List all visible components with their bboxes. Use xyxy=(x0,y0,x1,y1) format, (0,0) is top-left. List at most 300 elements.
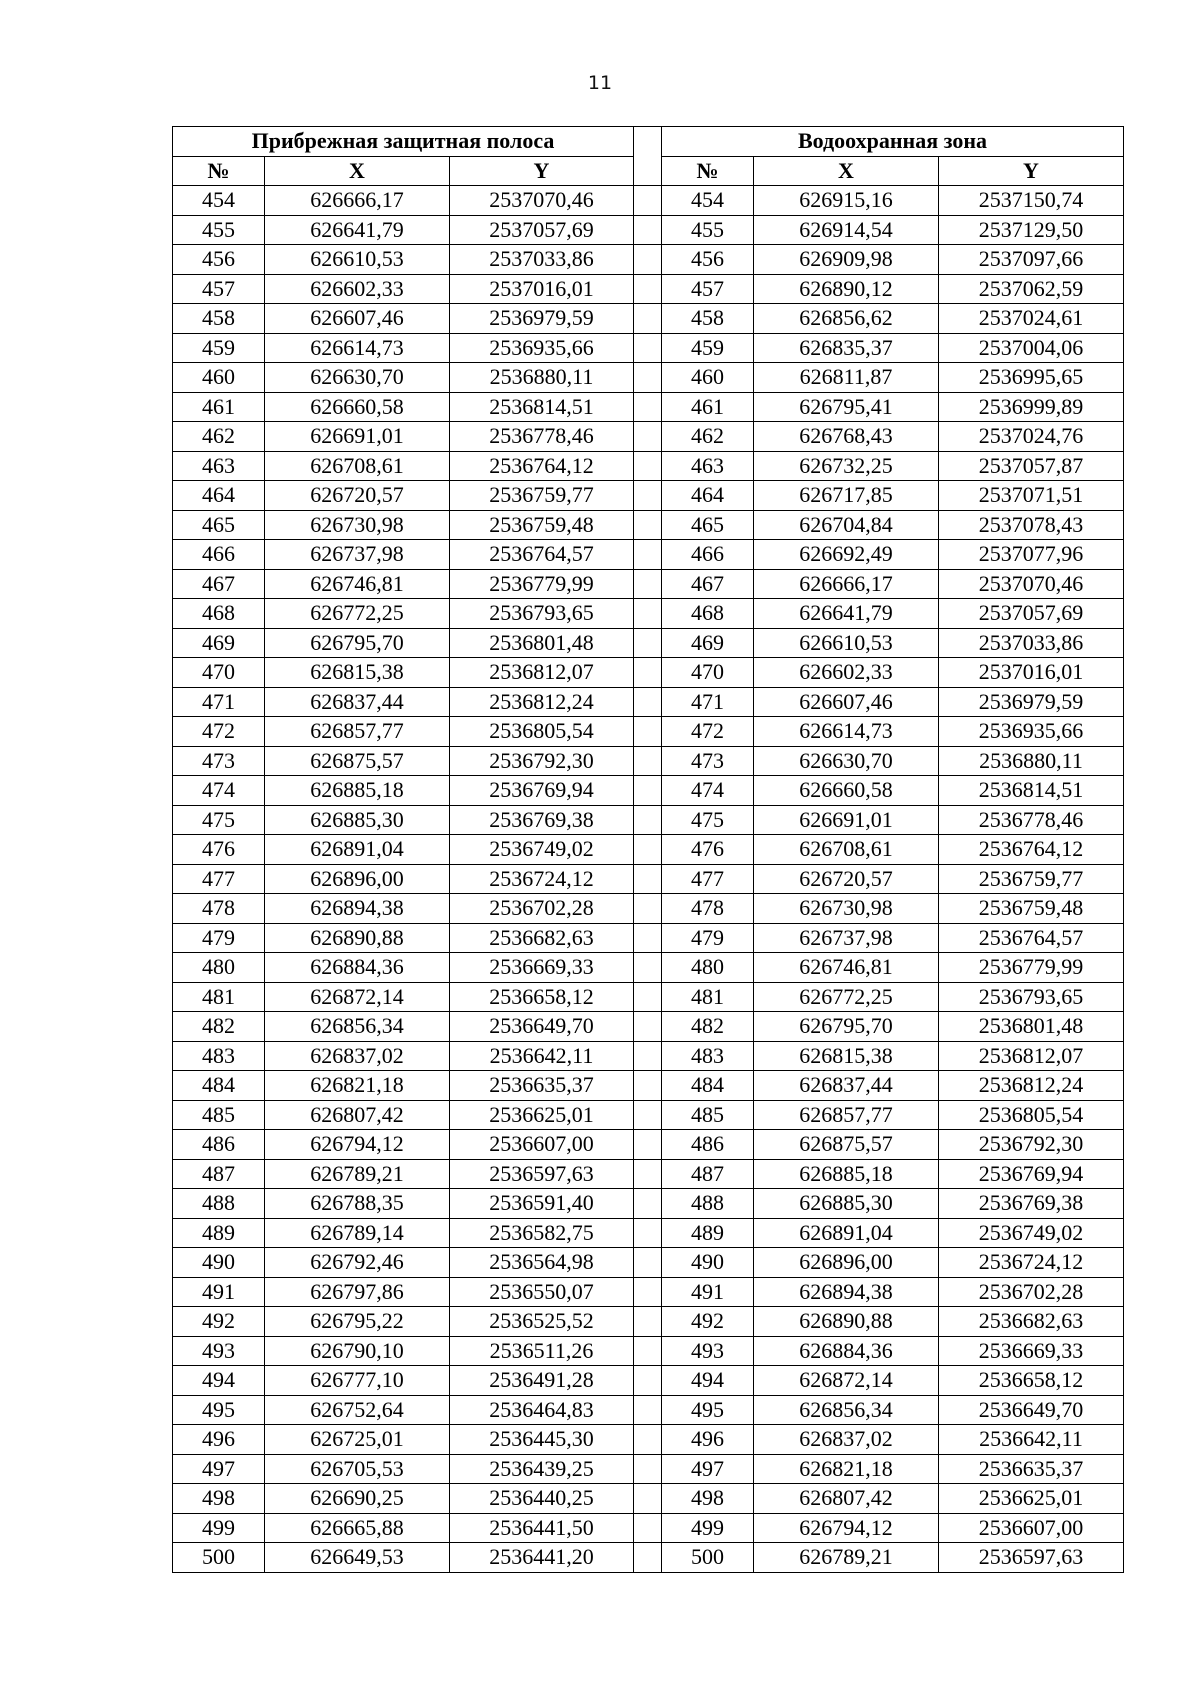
left-point-number: 464 xyxy=(173,481,265,511)
left-point-number: 485 xyxy=(173,1100,265,1130)
left-y-value: 2536769,38 xyxy=(450,805,634,835)
column-spacer-cell xyxy=(634,717,662,747)
table-row xyxy=(173,569,1124,599)
left-x-value: 626885,30 xyxy=(265,805,450,835)
left-point-number: 474 xyxy=(173,776,265,806)
left-point-number: 454 xyxy=(173,186,265,216)
left-y-value: 2536880,11 xyxy=(450,363,634,393)
left-x-value: 626665,88 xyxy=(265,1513,450,1543)
left-point-number: 488 xyxy=(173,1189,265,1219)
right-y-value: 2536682,63 xyxy=(939,1307,1124,1337)
table-row xyxy=(173,451,1124,481)
column-spacer-cell xyxy=(634,1071,662,1101)
column-spacer-cell xyxy=(634,1012,662,1042)
right-x-value: 626660,58 xyxy=(754,776,939,806)
column-spacer-cell xyxy=(634,1041,662,1071)
right-y-value: 2536642,11 xyxy=(939,1425,1124,1455)
column-spacer-cell xyxy=(634,451,662,481)
right-y-value: 2536769,94 xyxy=(939,1159,1124,1189)
right-x-value: 626872,14 xyxy=(754,1366,939,1396)
left-y-value: 2537016,01 xyxy=(450,274,634,304)
column-spacer-cell xyxy=(634,1189,662,1219)
right-y-value: 2537057,69 xyxy=(939,599,1124,629)
right-y-value: 2537016,01 xyxy=(939,658,1124,688)
right-x-header: X xyxy=(754,156,939,186)
left-x-value: 626872,14 xyxy=(265,982,450,1012)
table-row xyxy=(173,599,1124,629)
table-row xyxy=(173,363,1124,393)
right-point-number: 479 xyxy=(662,923,754,953)
right-point-number: 476 xyxy=(662,835,754,865)
right-y-value: 2536702,28 xyxy=(939,1277,1124,1307)
right-point-number: 481 xyxy=(662,982,754,1012)
left-y-value: 2536597,63 xyxy=(450,1159,634,1189)
table-row xyxy=(173,1248,1124,1278)
left-y-value: 2536801,48 xyxy=(450,628,634,658)
column-spacer-cell xyxy=(634,923,662,953)
column-spacer-cell xyxy=(634,805,662,835)
right-y-value: 2536649,70 xyxy=(939,1395,1124,1425)
right-point-number: 462 xyxy=(662,422,754,452)
column-spacer-cell xyxy=(634,304,662,334)
left-y-value: 2536749,02 xyxy=(450,835,634,865)
right-x-value: 626666,17 xyxy=(754,569,939,599)
column-spacer-cell xyxy=(634,1395,662,1425)
right-x-value: 626789,21 xyxy=(754,1543,939,1573)
left-x-value: 626790,10 xyxy=(265,1336,450,1366)
left-point-number: 469 xyxy=(173,628,265,658)
column-spacer-cell xyxy=(634,481,662,511)
right-x-value: 626875,57 xyxy=(754,1130,939,1160)
left-x-value: 626720,57 xyxy=(265,481,450,511)
right-x-value: 626630,70 xyxy=(754,746,939,776)
left-x-value: 626890,88 xyxy=(265,923,450,953)
right-x-value: 626856,62 xyxy=(754,304,939,334)
left-y-value: 2536649,70 xyxy=(450,1012,634,1042)
left-y-value: 2536724,12 xyxy=(450,864,634,894)
right-point-number: 484 xyxy=(662,1071,754,1101)
left-x-value: 626837,44 xyxy=(265,687,450,717)
left-point-number: 496 xyxy=(173,1425,265,1455)
right-x-value: 626737,98 xyxy=(754,923,939,953)
column-spacer-cell xyxy=(634,215,662,245)
left-x-value: 626891,04 xyxy=(265,835,450,865)
table-row xyxy=(173,215,1124,245)
table-row xyxy=(173,1130,1124,1160)
table-row xyxy=(173,864,1124,894)
table-row xyxy=(173,1159,1124,1189)
left-y-value: 2536564,98 xyxy=(450,1248,634,1278)
left-point-number: 487 xyxy=(173,1159,265,1189)
column-spacer-cell xyxy=(634,1366,662,1396)
column-spacer-cell xyxy=(634,835,662,865)
table-row xyxy=(173,687,1124,717)
right-y-value: 2536979,59 xyxy=(939,687,1124,717)
left-y-value: 2536642,11 xyxy=(450,1041,634,1071)
left-x-value: 626857,77 xyxy=(265,717,450,747)
left-x-value: 626660,58 xyxy=(265,392,450,422)
column-spacer-cell xyxy=(634,1454,662,1484)
left-point-number: 490 xyxy=(173,1248,265,1278)
right-point-number: 496 xyxy=(662,1425,754,1455)
left-y-header: Y xyxy=(450,156,634,186)
right-y-value: 2536812,07 xyxy=(939,1041,1124,1071)
left-x-value: 626789,21 xyxy=(265,1159,450,1189)
right-point-number: 454 xyxy=(662,186,754,216)
right-point-number: 455 xyxy=(662,215,754,245)
right-x-value: 626691,01 xyxy=(754,805,939,835)
column-spacer-cell xyxy=(634,1159,662,1189)
right-point-number: 483 xyxy=(662,1041,754,1071)
right-y-value: 2537062,59 xyxy=(939,274,1124,304)
column-spacer-cell xyxy=(634,245,662,275)
right-point-number: 485 xyxy=(662,1100,754,1130)
left-y-value: 2536445,30 xyxy=(450,1425,634,1455)
right-number-header: № xyxy=(662,156,754,186)
right-x-value: 626807,42 xyxy=(754,1484,939,1514)
right-x-value: 626746,81 xyxy=(754,953,939,983)
right-x-value: 626708,61 xyxy=(754,835,939,865)
left-y-value: 2536525,52 xyxy=(450,1307,634,1337)
right-point-number: 493 xyxy=(662,1336,754,1366)
left-point-number: 471 xyxy=(173,687,265,717)
right-x-value: 626641,79 xyxy=(754,599,939,629)
left-point-number: 472 xyxy=(173,717,265,747)
right-x-value: 626885,18 xyxy=(754,1159,939,1189)
left-y-value: 2536702,28 xyxy=(450,894,634,924)
column-spacer-cell xyxy=(634,1100,662,1130)
left-y-value: 2536764,12 xyxy=(450,451,634,481)
right-y-value: 2536759,48 xyxy=(939,894,1124,924)
right-x-value: 626811,87 xyxy=(754,363,939,393)
right-point-number: 461 xyxy=(662,392,754,422)
right-point-number: 469 xyxy=(662,628,754,658)
right-point-number: 470 xyxy=(662,658,754,688)
table-row xyxy=(173,540,1124,570)
left-point-number: 473 xyxy=(173,746,265,776)
table-row xyxy=(173,1543,1124,1573)
left-point-number: 497 xyxy=(173,1454,265,1484)
left-x-value: 626792,46 xyxy=(265,1248,450,1278)
right-y-value: 2536995,65 xyxy=(939,363,1124,393)
left-point-number: 480 xyxy=(173,953,265,983)
right-y-value: 2537129,50 xyxy=(939,215,1124,245)
right-x-value: 626614,73 xyxy=(754,717,939,747)
right-y-value: 2536769,38 xyxy=(939,1189,1124,1219)
right-y-value: 2537070,46 xyxy=(939,569,1124,599)
left-y-value: 2536591,40 xyxy=(450,1189,634,1219)
table-row xyxy=(173,333,1124,363)
column-spacer-cell xyxy=(634,982,662,1012)
left-y-value: 2536582,75 xyxy=(450,1218,634,1248)
right-x-value: 626768,43 xyxy=(754,422,939,452)
left-point-number: 486 xyxy=(173,1130,265,1160)
table-row xyxy=(173,805,1124,835)
right-x-value: 626857,77 xyxy=(754,1100,939,1130)
right-x-value: 626772,25 xyxy=(754,982,939,1012)
table-row xyxy=(173,1041,1124,1071)
right-y-value: 2536792,30 xyxy=(939,1130,1124,1160)
left-x-value: 626641,79 xyxy=(265,215,450,245)
section-header-row xyxy=(173,127,1124,157)
left-y-value: 2536793,65 xyxy=(450,599,634,629)
right-point-number: 486 xyxy=(662,1130,754,1160)
section-title-water-protection-zone: Водоохранная зона xyxy=(662,127,1124,157)
left-point-number: 461 xyxy=(173,392,265,422)
table-row xyxy=(173,1071,1124,1101)
left-y-value: 2537070,46 xyxy=(450,186,634,216)
right-x-value: 626795,70 xyxy=(754,1012,939,1042)
right-x-value: 626815,38 xyxy=(754,1041,939,1071)
table-row xyxy=(173,628,1124,658)
right-y-header: Y xyxy=(939,156,1124,186)
right-x-value: 626885,30 xyxy=(754,1189,939,1219)
right-y-value: 2537004,06 xyxy=(939,333,1124,363)
right-x-value: 626856,34 xyxy=(754,1395,939,1425)
left-point-number: 465 xyxy=(173,510,265,540)
left-y-value: 2536440,25 xyxy=(450,1484,634,1514)
column-spacer-cell xyxy=(634,628,662,658)
right-x-value: 626794,12 xyxy=(754,1513,939,1543)
column-spacer-cell xyxy=(634,864,662,894)
left-point-number: 470 xyxy=(173,658,265,688)
table-row xyxy=(173,1484,1124,1514)
left-x-value: 626815,38 xyxy=(265,658,450,688)
right-y-value: 2536625,01 xyxy=(939,1484,1124,1514)
column-spacer-cell xyxy=(634,1218,662,1248)
left-point-number: 462 xyxy=(173,422,265,452)
right-x-value: 626835,37 xyxy=(754,333,939,363)
right-point-number: 492 xyxy=(662,1307,754,1337)
right-y-value: 2537150,74 xyxy=(939,186,1124,216)
left-x-value: 626725,01 xyxy=(265,1425,450,1455)
right-y-value: 2536805,54 xyxy=(939,1100,1124,1130)
column-spacer-cell xyxy=(634,1277,662,1307)
right-x-value: 626884,36 xyxy=(754,1336,939,1366)
right-y-value: 2536779,99 xyxy=(939,953,1124,983)
right-y-value: 2536764,12 xyxy=(939,835,1124,865)
left-point-number: 500 xyxy=(173,1543,265,1573)
left-x-value: 626856,34 xyxy=(265,1012,450,1042)
left-y-value: 2537057,69 xyxy=(450,215,634,245)
left-point-number: 483 xyxy=(173,1041,265,1071)
left-point-number: 492 xyxy=(173,1307,265,1337)
column-spacer-cell xyxy=(634,687,662,717)
table-row xyxy=(173,274,1124,304)
left-y-value: 2536779,99 xyxy=(450,569,634,599)
left-point-number: 498 xyxy=(173,1484,265,1514)
left-x-value: 626821,18 xyxy=(265,1071,450,1101)
right-point-number: 478 xyxy=(662,894,754,924)
left-y-value: 2536812,24 xyxy=(450,687,634,717)
left-x-value: 626837,02 xyxy=(265,1041,450,1071)
left-x-header: X xyxy=(265,156,450,186)
left-point-number: 455 xyxy=(173,215,265,245)
left-point-number: 491 xyxy=(173,1277,265,1307)
left-y-value: 2536778,46 xyxy=(450,422,634,452)
right-point-number: 497 xyxy=(662,1454,754,1484)
left-x-value: 626795,70 xyxy=(265,628,450,658)
table-row xyxy=(173,835,1124,865)
column-spacer-cell xyxy=(634,363,662,393)
right-point-number: 495 xyxy=(662,1395,754,1425)
column-spacer xyxy=(634,127,662,186)
right-x-value: 626837,02 xyxy=(754,1425,939,1455)
right-y-value: 2536724,12 xyxy=(939,1248,1124,1278)
column-spacer-cell xyxy=(634,776,662,806)
right-x-value: 626730,98 xyxy=(754,894,939,924)
table-row xyxy=(173,1336,1124,1366)
table-body xyxy=(173,186,1124,1573)
left-y-value: 2536658,12 xyxy=(450,982,634,1012)
column-spacer-cell xyxy=(634,510,662,540)
right-x-value: 626732,25 xyxy=(754,451,939,481)
left-y-value: 2536764,57 xyxy=(450,540,634,570)
table-row xyxy=(173,1189,1124,1219)
right-y-value: 2537077,96 xyxy=(939,540,1124,570)
table-row xyxy=(173,392,1124,422)
left-x-value: 626807,42 xyxy=(265,1100,450,1130)
right-x-value: 626890,88 xyxy=(754,1307,939,1337)
left-x-value: 626705,53 xyxy=(265,1454,450,1484)
left-y-value: 2536511,26 xyxy=(450,1336,634,1366)
left-y-value: 2536812,07 xyxy=(450,658,634,688)
left-y-value: 2536607,00 xyxy=(450,1130,634,1160)
column-spacer-cell xyxy=(634,1484,662,1514)
table-row xyxy=(173,304,1124,334)
left-y-value: 2536935,66 xyxy=(450,333,634,363)
right-y-value: 2536793,65 xyxy=(939,982,1124,1012)
right-point-number: 472 xyxy=(662,717,754,747)
left-x-value: 626730,98 xyxy=(265,510,450,540)
left-y-value: 2536682,63 xyxy=(450,923,634,953)
right-point-number: 499 xyxy=(662,1513,754,1543)
left-x-value: 626896,00 xyxy=(265,864,450,894)
right-x-value: 626891,04 xyxy=(754,1218,939,1248)
table-row xyxy=(173,776,1124,806)
right-point-number: 460 xyxy=(662,363,754,393)
right-point-number: 459 xyxy=(662,333,754,363)
left-x-value: 626691,01 xyxy=(265,422,450,452)
left-point-number: 481 xyxy=(173,982,265,1012)
left-point-number: 456 xyxy=(173,245,265,275)
right-y-value: 2536880,11 xyxy=(939,746,1124,776)
left-point-number: 457 xyxy=(173,274,265,304)
right-y-value: 2537057,87 xyxy=(939,451,1124,481)
right-point-number: 465 xyxy=(662,510,754,540)
left-point-number: 476 xyxy=(173,835,265,865)
table-row xyxy=(173,481,1124,511)
left-x-value: 626607,46 xyxy=(265,304,450,334)
right-y-value: 2536812,24 xyxy=(939,1071,1124,1101)
left-x-value: 626746,81 xyxy=(265,569,450,599)
left-x-value: 626630,70 xyxy=(265,363,450,393)
column-spacer-cell xyxy=(634,1336,662,1366)
right-point-number: 494 xyxy=(662,1366,754,1396)
left-x-value: 626614,73 xyxy=(265,333,450,363)
right-x-value: 626890,12 xyxy=(754,274,939,304)
left-point-number: 477 xyxy=(173,864,265,894)
right-point-number: 487 xyxy=(662,1159,754,1189)
right-point-number: 473 xyxy=(662,746,754,776)
left-y-value: 2536550,07 xyxy=(450,1277,634,1307)
left-y-value: 2536441,20 xyxy=(450,1543,634,1573)
table-row xyxy=(173,422,1124,452)
left-x-value: 626708,61 xyxy=(265,451,450,481)
left-y-value: 2536669,33 xyxy=(450,953,634,983)
left-point-number: 499 xyxy=(173,1513,265,1543)
left-x-value: 626885,18 xyxy=(265,776,450,806)
left-x-value: 626610,53 xyxy=(265,245,450,275)
table-row xyxy=(173,1012,1124,1042)
column-spacer-cell xyxy=(634,746,662,776)
right-point-number: 464 xyxy=(662,481,754,511)
left-y-value: 2536441,50 xyxy=(450,1513,634,1543)
left-point-number: 489 xyxy=(173,1218,265,1248)
right-y-value: 2536764,57 xyxy=(939,923,1124,953)
right-y-value: 2537024,76 xyxy=(939,422,1124,452)
right-y-value: 2536635,37 xyxy=(939,1454,1124,1484)
right-x-value: 626717,85 xyxy=(754,481,939,511)
left-x-value: 626649,53 xyxy=(265,1543,450,1573)
right-x-value: 626914,54 xyxy=(754,215,939,245)
right-point-number: 474 xyxy=(662,776,754,806)
column-spacer-cell xyxy=(634,186,662,216)
table-row xyxy=(173,1395,1124,1425)
left-point-number: 495 xyxy=(173,1395,265,1425)
right-x-value: 626692,49 xyxy=(754,540,939,570)
table-row xyxy=(173,658,1124,688)
left-point-number: 494 xyxy=(173,1366,265,1396)
column-spacer-cell xyxy=(634,1248,662,1278)
right-x-value: 626610,53 xyxy=(754,628,939,658)
column-spacer-cell xyxy=(634,392,662,422)
right-y-value: 2536658,12 xyxy=(939,1366,1124,1396)
right-point-number: 477 xyxy=(662,864,754,894)
left-y-value: 2536759,77 xyxy=(450,481,634,511)
table-row xyxy=(173,1218,1124,1248)
left-y-value: 2536814,51 xyxy=(450,392,634,422)
left-x-value: 626690,25 xyxy=(265,1484,450,1514)
left-y-value: 2536491,28 xyxy=(450,1366,634,1396)
left-y-value: 2536635,37 xyxy=(450,1071,634,1101)
table-row xyxy=(173,1277,1124,1307)
right-point-number: 467 xyxy=(662,569,754,599)
right-y-value: 2537097,66 xyxy=(939,245,1124,275)
left-y-value: 2536759,48 xyxy=(450,510,634,540)
right-point-number: 482 xyxy=(662,1012,754,1042)
table-row xyxy=(173,186,1124,216)
right-x-value: 626896,00 xyxy=(754,1248,939,1278)
right-x-value: 626915,16 xyxy=(754,186,939,216)
right-y-value: 2536935,66 xyxy=(939,717,1124,747)
right-x-value: 626795,41 xyxy=(754,392,939,422)
right-y-value: 2536607,00 xyxy=(939,1513,1124,1543)
table-row xyxy=(173,245,1124,275)
right-y-value: 2536669,33 xyxy=(939,1336,1124,1366)
left-point-number: 468 xyxy=(173,599,265,629)
right-x-value: 626602,33 xyxy=(754,658,939,688)
right-point-number: 491 xyxy=(662,1277,754,1307)
table-row xyxy=(173,510,1124,540)
right-x-value: 626704,84 xyxy=(754,510,939,540)
right-point-number: 457 xyxy=(662,274,754,304)
right-point-number: 466 xyxy=(662,540,754,570)
left-point-number: 475 xyxy=(173,805,265,835)
left-point-number: 458 xyxy=(173,304,265,334)
left-y-value: 2536464,83 xyxy=(450,1395,634,1425)
left-x-value: 626777,10 xyxy=(265,1366,450,1396)
